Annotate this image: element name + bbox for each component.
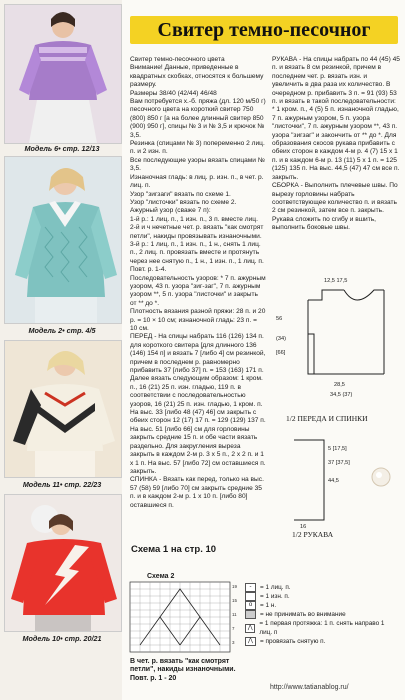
legend-symbol: ⋀ [245, 624, 255, 633]
photo-column [0, 0, 122, 700]
svg-text:19: 19 [232, 584, 238, 589]
chart-legend [245, 583, 395, 646]
front-diagram-label: 1/2 ПЕРЕДА И СПИНКИ [286, 414, 368, 423]
svg-text:15: 15 [232, 598, 238, 603]
svg-text:(34): (34) [276, 336, 286, 342]
instructions-column-2: РУКАВА - На спицы набрать по 44 (45) 45 п. и вязать 8 см резинкой, причем в последнем чет. р. вязать изн. и увеличить в два раза их количество. В очередном р. прибавить 3 п. = 91 (93) 53 п. и вязать в такой последовательности: * 1 кром. п., 4 (5) 5 п. изнаночной гладью, 7 п. ажурным узором, 5 п. узора "листочки", 7 п. ажурным узором **, 43 п. узора "зигзаг" и закончить от ** до *. Для образования скосов рукава прибавить с обеих сторон в каждом 4-м р. 4 (7) 15 х 1 п. и в каждом 6-м р. 13 (11) 5 х 1 п. = 125 (125) 135 п. На выс. 44,5 (47) 47 см все п. закрыть. СБОРКА - Выполнить плечевые швы. По вырезу горловины набрать соответствующее количество п. и вязать 2 см резинкой, затем все п. закрыть. Рукава сложить по сгибу и вшить, выполнить боковые швы. [272, 56, 400, 232]
page-title-banner [130, 16, 398, 44]
legend-text: = 1 лиц. п. [260, 584, 291, 591]
svg-text:28,5: 28,5 [334, 382, 345, 388]
source-url: http://www.tatianablog.ru/ [270, 684, 349, 691]
svg-text:7: 7 [232, 626, 235, 631]
svg-text:16: 16 [300, 524, 307, 530]
schema-2-label: Схема 2 [147, 573, 175, 580]
legend-symbol: ⋀ [245, 637, 256, 646]
svg-text:5 [17,5]: 5 [17,5] [328, 446, 347, 452]
legend-item [245, 610, 395, 619]
sleeve-diagram-label: 1/2 РУКАВА [292, 530, 334, 539]
page-title: Свитер темно-песочног [157, 19, 371, 41]
caption-model-6: Модель 6• стр. 12/13 [24, 144, 100, 153]
caption-model-10: Модель 10• стр. 20/21 [22, 634, 102, 643]
schema-1-reference: Схема 1 на стр. 10 [131, 544, 217, 555]
front-back-diagram [274, 270, 400, 410]
model-11-photo [4, 340, 122, 478]
legend-text: = 1 изн. п. [260, 593, 290, 600]
svg-text:56: 56 [276, 316, 283, 322]
legend-item [245, 592, 395, 601]
svg-text:3: 3 [232, 640, 235, 645]
legend-symbol: - [245, 583, 256, 592]
svg-text:44,5: 44,5 [328, 478, 339, 484]
ornament-icon [370, 466, 392, 488]
svg-text:[66]: [66] [276, 350, 286, 356]
instructions-column-1: Свитер темно-песочного цвета Внимание! Данные, приведенные в квадратных скобках, относятся к большему размеру. Размеры 38/40 (42/44) 46/48 Вам потребуется х.-б. пряжа (дл. 120 м/50 г) песочного цвета на короткий свитер 750 (800) 850 г [а на более длинный свитер 850 (900) 950 г], спицы № 3 и № 3,5 и крючок № 3,5. Резинка (спицами № 3) попеременно 2 лиц. п. и 2 изн. п. Все последующие узоры вязать спицами № 3,5. Изнаночная гладь: в лиц. р. изн. п., в чет. р. лиц. п. Узор "зигзаги" вязать по схеме 1. Узор "листочки" вязать по схеме 2. Ажурный узор (сваже 7 п): 1-й р.: 1 лиц. п., 1 изн. п., 3 п. вместе лиц. 2-й и ч нечетные чет. р. вязать "как смотрят петли", накиды провязывать изнаночными. 3-й р.: 1 лиц. п., 1 изн. п., 1 н., снять 1 лиц. п., 2 лиц. п. провязать вместе и протянуть через нее снятую п., 1 н., 1 изн. п., 1 лиц. п. Повт. р. 1-4. Последовательность узоров: * 7 п. ажурным узором, 43 п. узора "зиг-заг", 7 п. ажурным узором **, 5 п. узора "листочки" и закрыть от ** до *. Плотность вязания разной пряжи: 28 п. и 20 р. = 10 × 10 см; изнаночной гладь: 23 п. = 10 см. ПЕРЕД - На спицы набрать 116 (126) 134 п. для короткого свитера [для длинного 136 (146) 154 п] и вязать 7 [либо 4] см резинкой, причем в последнем р. равномерно прибавить 37 [либо 37] п. = 153 (163) 171 п. Далее вязать следующим образом: 1 кром. п., 16 (21) 25 п. изн. гладью, 119 п. в соответствии с последовательностью узоров, 16 (21) 25 п. изн. гладью, 1 кром. п. На выс. 33 [либо 48 (47) 46] см закрыть с обеих сторон 12 (17) 17 п. = 129 (129) 137 п. На выс. 51 [либо 66] см для горловины закрыть средние 15 п. и обе части вязать раздельно. Для закругления выреза закрыть в каждом 2-м р. 3 х 5 п., 2 х 2 п. и 1 х 1 п. На выс. 57 [либо 72] см оставшиеся п. закрыть. СПИНКА - Вязать как перед, только на выс. 57 (58) 59 [либо 70] см закрыть средние 35 п. и в каждом 2-м р. 1 х 10 п. [либо 80] оставшиеся п. [130, 56, 266, 509]
model-2-photo [4, 156, 122, 324]
caption-model-11: Модель 11• стр. 22/23 [22, 480, 102, 489]
legend-item [245, 619, 395, 637]
legend-text: = не принимать во внимание [260, 611, 346, 618]
chart-note: В чет. р. вязать "как смотрят петли", накиды изнаночными. Повт. р. 1 - 20 [130, 658, 238, 682]
legend-text: = провязать снятую п. [260, 638, 326, 645]
legend-symbol: o [245, 601, 256, 610]
legend-item [245, 583, 395, 592]
legend-symbol [245, 610, 256, 619]
svg-text:11: 11 [232, 612, 237, 617]
knitting-chart-grid [130, 582, 240, 654]
svg-text:37 [37,5]: 37 [37,5] [328, 460, 350, 466]
legend-item [245, 637, 395, 646]
legend-symbol [245, 592, 256, 601]
svg-text:12,5 17,5: 12,5 17,5 [324, 278, 348, 284]
svg-text:34,5 (37): 34,5 (37) [330, 392, 353, 398]
legend-text: = 1 первая протяжка: 1 п. снять направо 1 лиц. п [259, 620, 385, 636]
model-10-photo [4, 494, 122, 632]
legend-text: = 1 н. [260, 602, 277, 609]
legend-item [245, 601, 395, 610]
model-6-photo [4, 4, 122, 144]
caption-model-2: Модель 2• стр. 4/5 [28, 326, 96, 335]
